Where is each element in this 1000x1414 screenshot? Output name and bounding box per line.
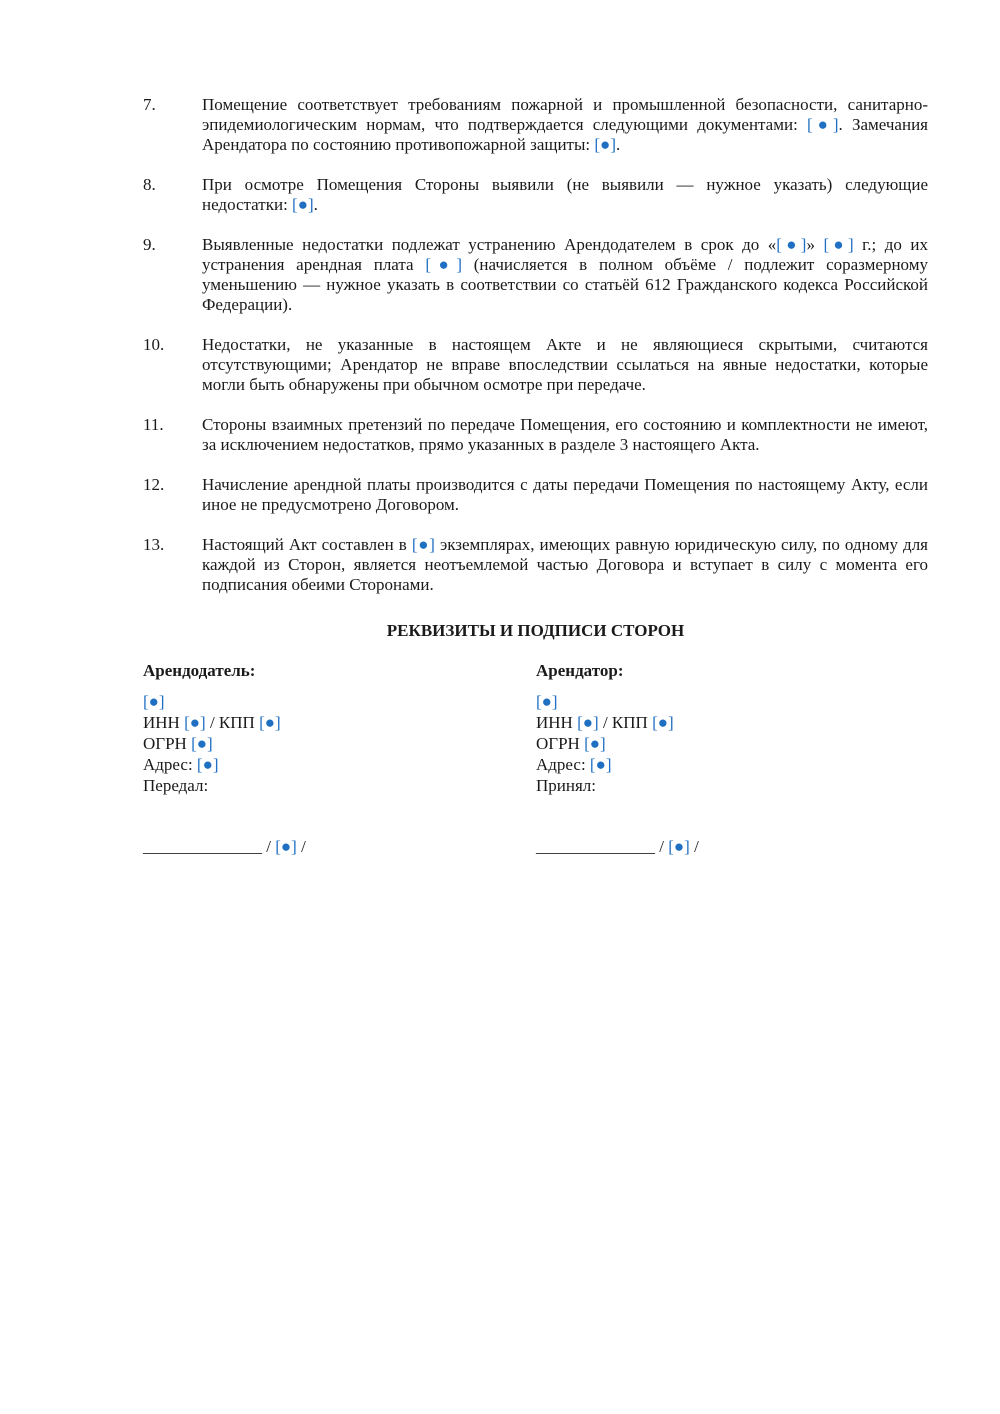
clause-text-part: . Замечания Арендатора по состоянию противопожарной защиты: bbox=[202, 115, 928, 154]
clause-text bbox=[202, 175, 928, 215]
signature-separator: / bbox=[262, 837, 276, 856]
clause-text bbox=[202, 535, 928, 595]
placeholder-marker: [●] bbox=[275, 837, 297, 856]
clause-text-part: экземплярах, имеющих равную юридическую силу, по одному для каждой из Сторон, является неотъемлемой частью Договора и вступает в силу с момента его подписания обеими Сторонами. bbox=[202, 535, 929, 594]
landlord-inn-kpp bbox=[143, 712, 473, 733]
clause-number: 7. bbox=[143, 95, 156, 114]
placeholder-marker: [●] bbox=[589, 755, 612, 774]
placeholder-marker: [●] bbox=[196, 755, 219, 774]
signature-blank: ______________ bbox=[143, 837, 262, 856]
tenant-address bbox=[536, 754, 866, 775]
placeholder-marker: [●] bbox=[594, 135, 616, 154]
clause-text: Стороны взаимных претензий по передаче Помещения, его состоянию и комплектности не имеют, за исключением недостатков, прямо указанных в разделе 3 настоящего Акта. bbox=[202, 415, 928, 454]
clause-11 bbox=[143, 415, 928, 455]
kpp-label: / КПП bbox=[598, 713, 653, 732]
requisites-title: РЕКВИЗИТЫ И ПОДПИСИ СТОРОН bbox=[386, 621, 685, 640]
landlord-name bbox=[143, 691, 473, 712]
clause-text: Начисление арендной платы производится с даты передачи Помещения по настоящему Акту, если иное не предусмотрено Договором. bbox=[202, 475, 928, 514]
address-label: Адрес: bbox=[143, 755, 197, 774]
tenant-action: Принял: bbox=[536, 776, 596, 795]
placeholder-marker: [●] bbox=[823, 235, 854, 254]
tenant-ogrn bbox=[536, 733, 866, 754]
placeholder-marker: [●] bbox=[425, 255, 462, 274]
placeholder-marker: [●] bbox=[292, 195, 314, 214]
clause-text: Недостатки, не указанные в настоящем Акте и не являющиеся скрытыми, считаются отсутствующими; Арендатор не вправе впоследствии ссылаться на явные недостатки, которые могли быть обнаружены при обычном осмотре при передаче. bbox=[202, 335, 928, 394]
placeholder-marker: [●] bbox=[191, 734, 213, 753]
tenant-inn-kpp bbox=[536, 712, 866, 733]
signature-blank: ______________ bbox=[536, 837, 655, 856]
clause-9 bbox=[143, 235, 928, 315]
clause-number: 10. bbox=[143, 335, 165, 354]
clause-12 bbox=[143, 475, 928, 515]
clause-8 bbox=[143, 175, 928, 215]
placeholder-marker: [●] bbox=[577, 713, 599, 732]
clause-text-part: Настоящий Акт составлен в bbox=[202, 535, 412, 554]
inn-label: ИНН bbox=[536, 713, 578, 732]
clause-number: 12. bbox=[143, 475, 165, 494]
placeholder-marker: [●] bbox=[652, 713, 674, 732]
landlord-action: Передал: bbox=[143, 776, 209, 795]
clause-7 bbox=[143, 95, 928, 155]
placeholder-marker: [●] bbox=[143, 692, 165, 711]
landlord-ogrn bbox=[143, 733, 473, 754]
clause-text-part: (начисляется в полном объёме / подлежит соразмерному уменьшению — нужное указать в соответствии со статьёй 612 Гражданского кодекса Российской Федерации). bbox=[202, 255, 928, 314]
landlord-address bbox=[143, 754, 473, 775]
clause-text bbox=[202, 235, 928, 315]
signature-separator: / bbox=[655, 837, 669, 856]
landlord-signature-line bbox=[143, 836, 473, 857]
address-label: Адрес: bbox=[536, 755, 590, 774]
clause-number: 8. bbox=[143, 175, 156, 194]
placeholder-marker: [●] bbox=[411, 535, 435, 554]
clause-text-part: Выявленные недостатки подлежат устранению Арендодателем в срок до « bbox=[202, 235, 777, 254]
tenant-heading: Арендатор: bbox=[536, 661, 624, 680]
clause-list bbox=[143, 95, 928, 615]
clause-text-part: Помещение соответствует требованиям пожарной и промышленной безопасности, санитарно-эпидемиологическим нормам, что подтверждается следующими документами: bbox=[202, 95, 928, 134]
placeholder-marker: [●] bbox=[259, 713, 281, 732]
clause-text-part: г.; до их устранения арендная плата bbox=[202, 235, 929, 274]
clause-text-part: При осмотре Помещения Стороны выявили (не выявили — нужное указать) следующие недостатки: bbox=[202, 175, 928, 214]
tenant-name bbox=[536, 691, 866, 712]
ogrn-label: ОГРН bbox=[143, 734, 192, 753]
placeholder-marker: [●] bbox=[184, 713, 206, 732]
clause-text bbox=[202, 95, 928, 155]
clause-10 bbox=[143, 335, 928, 395]
clause-number: 9. bbox=[143, 235, 156, 254]
signature-separator: / bbox=[689, 837, 699, 856]
clause-text-part: . bbox=[313, 195, 318, 214]
tenant-signature-line bbox=[536, 836, 866, 857]
clause-text-part: . bbox=[615, 135, 621, 154]
landlord-block bbox=[143, 660, 473, 857]
placeholder-marker: [●] bbox=[536, 692, 558, 711]
placeholder-marker: [●] bbox=[668, 837, 690, 856]
placeholder-marker: [●] bbox=[584, 734, 606, 753]
kpp-label: / КПП bbox=[205, 713, 260, 732]
ogrn-label: ОГРН bbox=[536, 734, 585, 753]
clause-number: 11. bbox=[143, 415, 164, 434]
signature-separator: / bbox=[296, 837, 306, 856]
placeholder-marker: [●] bbox=[776, 235, 807, 254]
landlord-heading: Арендодатель: bbox=[143, 661, 256, 680]
clause-text-part: » bbox=[806, 235, 824, 254]
clause-13 bbox=[143, 535, 928, 595]
clause-number: 13. bbox=[143, 535, 165, 554]
placeholder-marker: [●] bbox=[807, 115, 839, 134]
inn-label: ИНН bbox=[143, 713, 185, 732]
tenant-block bbox=[536, 660, 866, 857]
